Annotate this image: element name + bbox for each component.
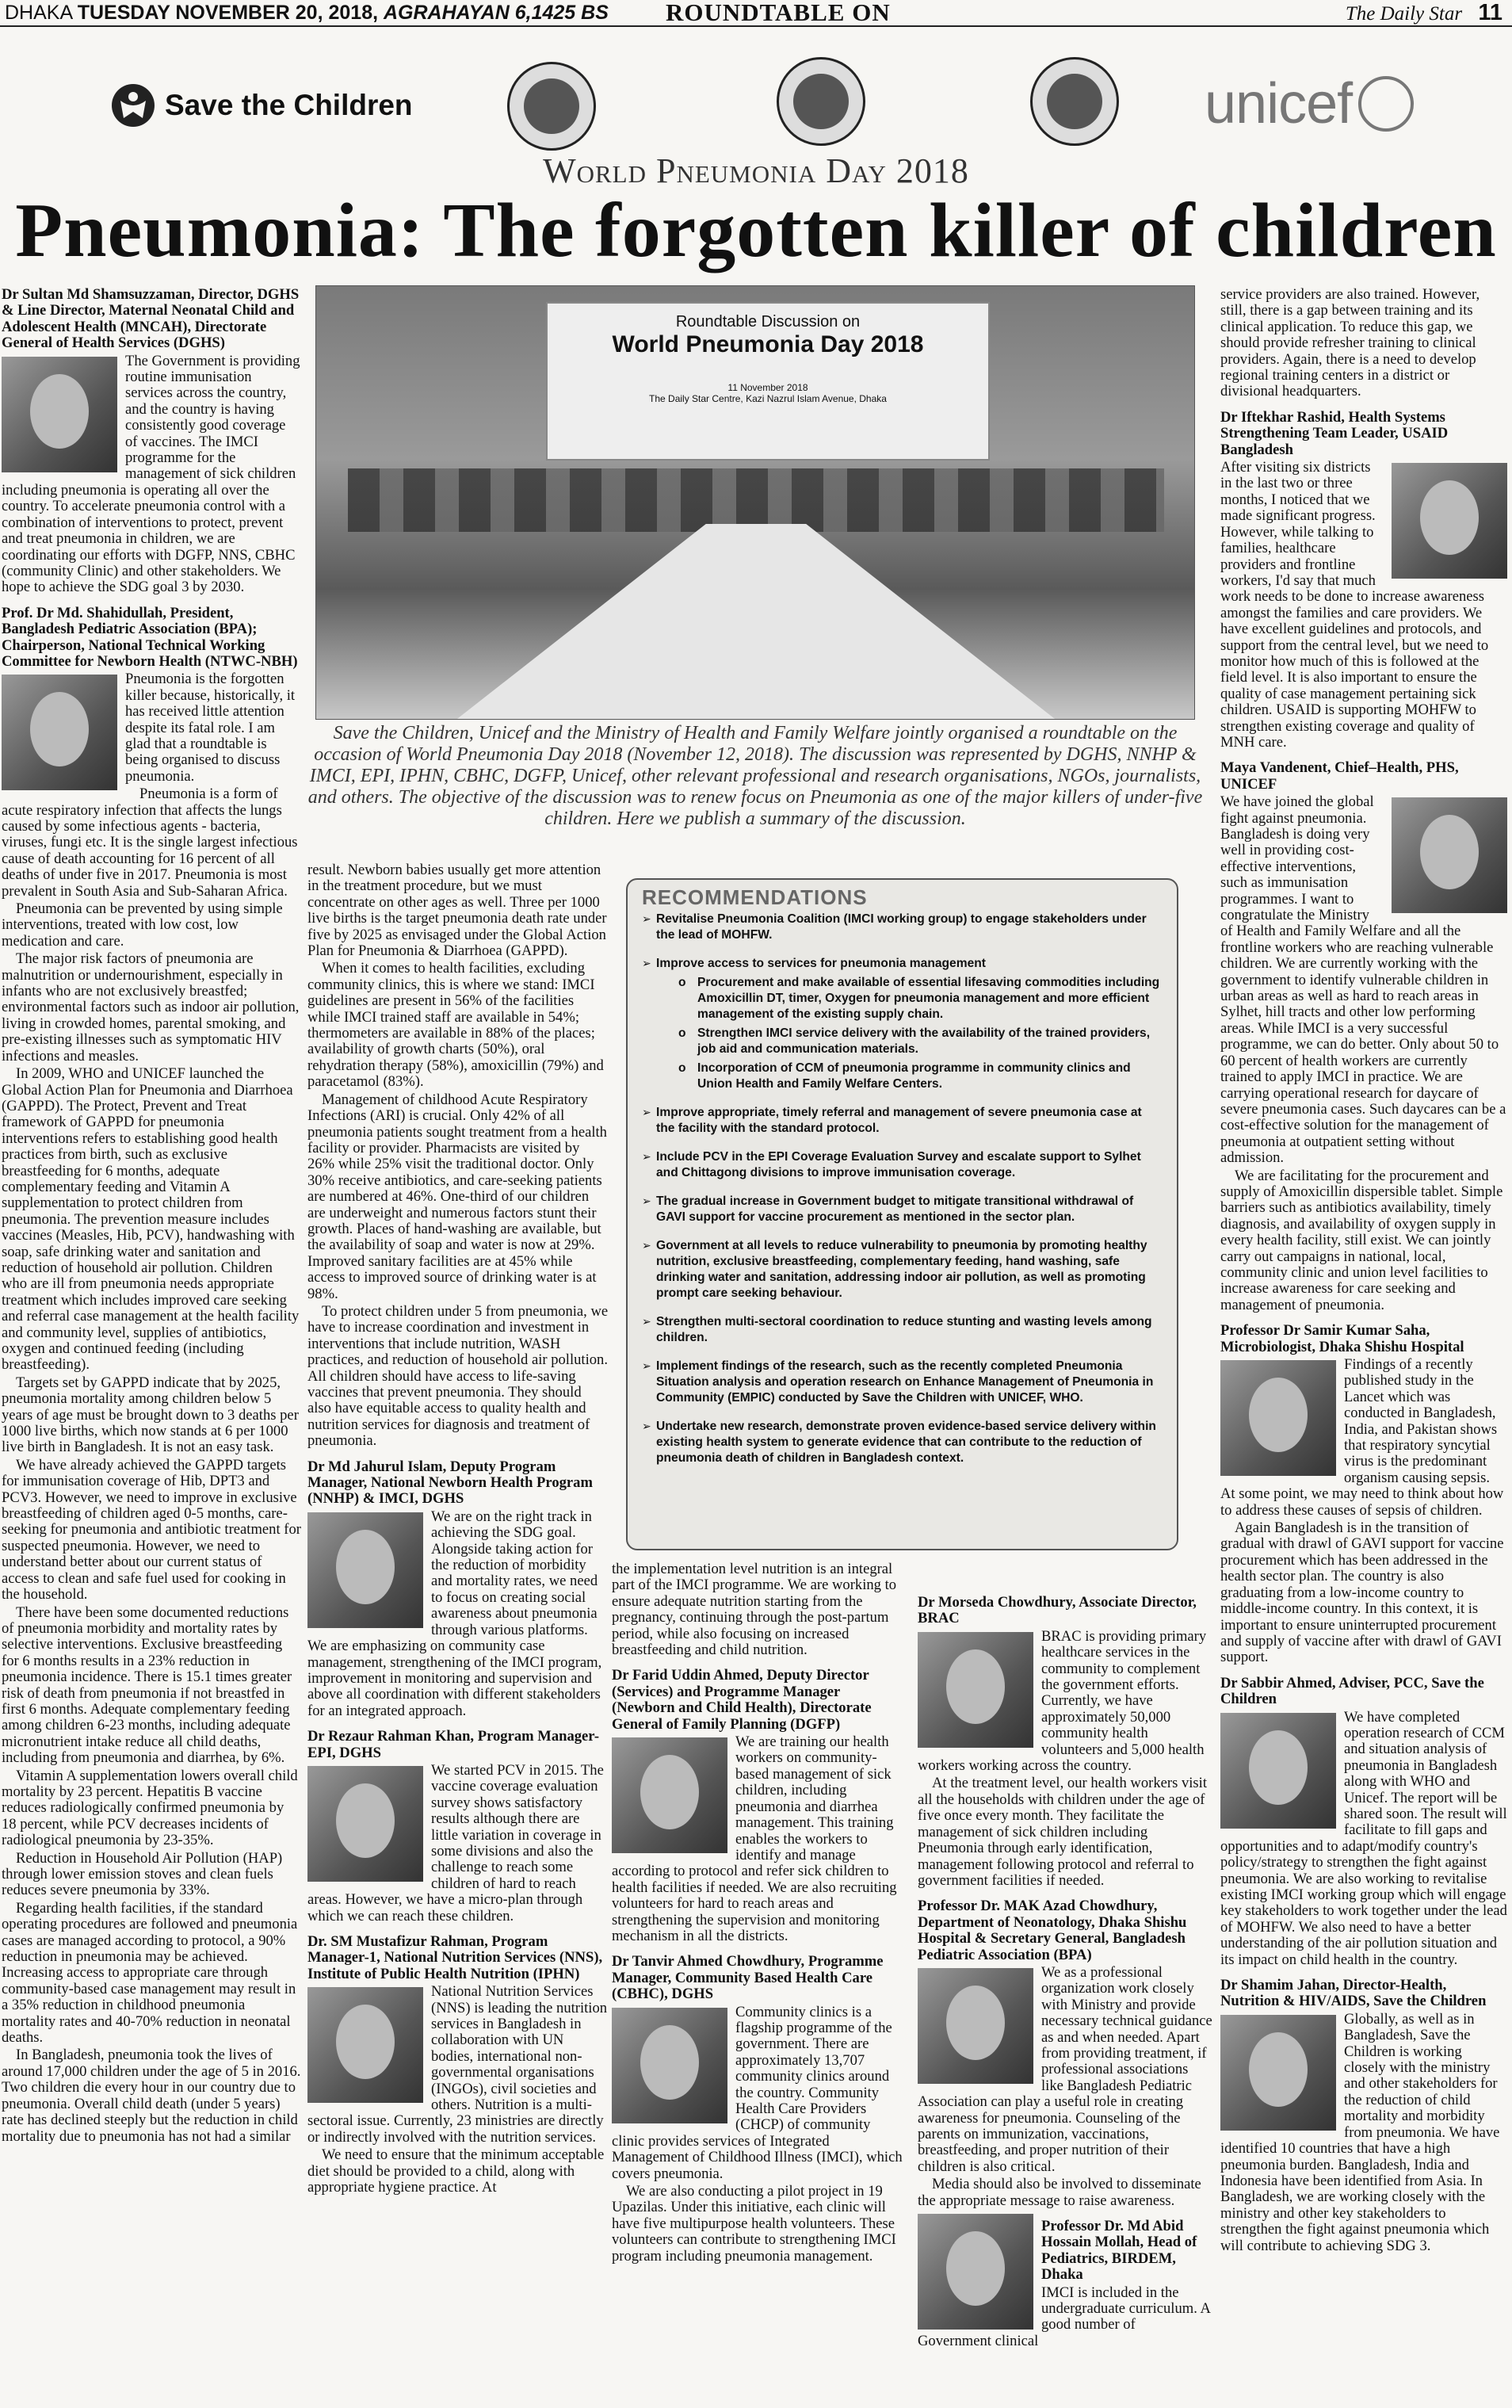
paragraph: We have completed operation research of CCM and situation analysis of pneumonia in Bangladesh along with WHO and Unicef. The report will be shared soon. The result will facilitate to fill gaps and opportunities and to adapt/modify country's policy/strategy to strengthen the fight against pneumonia. We are also working to revitalise existing IMCI working group which will engage key stakeholders to work together under the lead of MOHFW. We also need to have a better understanding of the air pollution situation and its impact on child health in the country. xyxy=(1220,1708,1507,1968)
portrait-photo xyxy=(1220,2015,1336,2131)
paragraph: the implementation level nutrition is an integral part of the IMCI programme. We are working to ensure adequate nutrition starting from the pregnancy, continuing through the post-partum period, while also focusing on increased breastfeeding and child nutrition. xyxy=(612,1561,897,1659)
recommendations-title: RECOMMENDATIONS xyxy=(642,885,868,909)
recommendation-item: ➢ The gradual increase in Government budget to mitigate transitional withdrawal of GAVI support for vaccine procurement as mentioned in the sector plan. xyxy=(642,1194,1163,1225)
paragraph: The major risk factors of pneumonia are malnutrition or undernourishment, especially in infants who are not exclusively breastfed; environmental factors such as indoor air pollution, living in crowded homes, parental smoking, and pre-existing illnesses such as symptomatic HIV infections and measles. xyxy=(2,950,300,1064)
headline: Pneumonia: The forgotten killer of children xyxy=(15,188,1497,273)
photo-caption: Save the Children, Unicef and the Ministry of Health and Family Welfare jointly organised a roundtable on the occasion of World Pneumonia Day 2018 (November 12, 2018). The discussion was represented by DGHS, NNHP & IMCI, EPI, IPHN, CBHC, DGFP, Unicef, other relevant professional and research organisations, NGOs, journalists, and others. The objective of the discussion was to renew focus on Pneumonia as one of the major killers of under-five children. Here we publish a summary of the discussion. xyxy=(307,723,1203,829)
paragraph: We have joined the global fight against pneumonia. Bangladesh is doing very well in providing cost-effective interventions, such as immunisation programmes. I want to congratulate the Ministry of Health and Family Welfare and all the frontline workers who are reaching vulnerable children. We are currently working with the government to identify vulnerable children in urban areas as well as hard to reach areas in Sylhet, hill tracts and other low performing areas. While IMCI is a very successful programme, we can do better. Only about 50 to 60 percent of health workers are currently trained to apply IMCI in practice. We are carrying operational research for daycare of severe pneumonia cases. Such daycares can be a cost-effective solution for the management of pneumonia at outpatient setting without admission. xyxy=(1220,793,1506,1167)
national-newborn-health-logo xyxy=(1030,57,1119,146)
recommendation-item xyxy=(642,956,1163,1092)
byline: Professor Dr. MAK Azad Chowdhury, Department of Neonatology, Dhaka Shishu Hospital & Secretary General, Bangladesh Pediatric Association (BPA) xyxy=(918,1898,1187,1963)
paragraph: IMCI is included in the undergraduate curriculum. A good number of Government clinical xyxy=(918,2284,1210,2349)
paragraph: Management of childhood Acute Respiratory Infections (ARI) is crucial. Only 42% of all pneumonia patients sought treatment from a health facility or provider. Pharmacists are visited by 26% while 25% visit the traditional doctor. Only 30% receive antibiotics, and care-seeking patients are numbered at 46%. One-third of our children are underweight and numerous factors stunt their growth. Places of hand-washing are available, but the availability of soap and water is now at 29%. Improved sanitary facilities are at 45% while access to improved source of drinking water is at 98%. xyxy=(307,1091,607,1302)
byline: Professor Dr Samir Kumar Saha, Microbiologist, Dhaka Shishu Hospital xyxy=(1220,1322,1464,1355)
byline: Dr Morseda Chowdhury, Associate Director, BRAC xyxy=(918,1594,1197,1627)
portrait-photo xyxy=(307,1512,423,1628)
recommendation-item: ➢ Strengthen multi-sectoral coordination to reduce stunting and wasting levels among children. xyxy=(642,1314,1163,1346)
paragraph: At the treatment level, our health workers visit all the households with children under the age of five once every month. They facilitate the management of sick children including Pneumonia through early identification, management following protocol and referral to government facilities if needed. xyxy=(918,1775,1207,1889)
portrait-photo xyxy=(1220,1360,1336,1476)
portrait-photo xyxy=(1392,463,1507,579)
paragraph: The Government is providing routine immunisation services across the country, and the country is having consistently good coverage of vaccines. The IMCI programme for the management of sick children including pneumonia is operating all over the country. To accelerate pneumonia control with a combination of interventions to protect, prevent and treat pneumonia in children, we are coordinating our efforts with DGFP, NNS, CBHC (community Clinic) and other stakeholders. We hope to achieve the SDG goal 3 by 2030. xyxy=(2,352,300,596)
recommendation-subitem: o Procurement and make available of essential lifesaving commodities including Amoxicillin DT, timer, Oxygen for pneumonia management and more efficient management of the existing supply chain. xyxy=(667,975,1163,1022)
paragraph: We have already achieved the GAPPD targets for immunisation coverage of Hib, DPT3 and PCV3. However, we need to improve in exclusive breastfeeding of children aged 0-5 months, care-seeking for pneumonia and antibiotic treatment for suspected pneumonia. However, we need to understand better about our current status of access to clean and safe fuel used for cooking in the household. xyxy=(2,1456,301,1603)
section-title: ROUNDTABLE ON xyxy=(666,0,891,26)
portrait-photo xyxy=(1392,797,1507,913)
byline: Dr. SM Mustafizur Rahman, Program Manager-1, National Nutrition Services (NNS), Institute of Public Health Nutrition (IPHN) xyxy=(307,1933,603,1982)
paragraph: We need to ensure that the minimum acceptable diet should be provided to a child, along with appropriate hygiene practice. At xyxy=(307,2146,605,2196)
column-4 xyxy=(918,1595,1212,2351)
roundtable-photo xyxy=(315,285,1195,720)
paragraph: Findings of a recently published study in the Lancet which was conducted in Bangladesh, India, and Pakistan shows that respiratory syncytial virus is the predominant organism causing sepsis. At some point, we may need to think about how to address these causes of sepsis of children. xyxy=(1220,1356,1504,1519)
paragraph: There have been some documented reductions of pneumonia morbidity and mortality rates by selective interventions. Exclusive breastfeeding for 6 months results in a 23% reduction in pneumonia incidence. There is 15.1 times greater risk of death from pneumonia if not breastfed in first 6 months. Adequate complementary feeding among children 6-23 months, including adequate micronutrient intake reduce all child deaths, including from pneumonia and diarrhea, by 6%. xyxy=(2,1603,292,1767)
recommendation-item: ➢ Implement findings of the research, such as the recently completed Pneumonia Situation analysis and operation research on Enhance Management of Pneumonia in Community (EMPIC) conducted by Save the Children with UNICEF, WHO. xyxy=(642,1359,1163,1406)
recommendations-box xyxy=(626,878,1178,1550)
dateline xyxy=(5,2,609,25)
recommendation-item: ➢ Improve appropriate, timely referral and management of severe pneumonia case at the facility with the standard protocol. xyxy=(642,1105,1163,1137)
byline: Dr Sultan Md Shamsuzzaman, Director, DGHS & Line Director, Maternal Neonatal Child and Adolescent Health (MNCAH), Directorate General of Health Services (DGHS) xyxy=(2,286,300,352)
byline: Prof. Dr Md. Shahidullah, President, Bangladesh Pediatric Association (BPA); Chairperson, National Technical Working Committee for Newborn Health (NTWC-NBH) xyxy=(2,604,298,670)
column-1 xyxy=(2,287,301,2146)
byline: Dr Iftekhar Rashid, Health Systems Strengthening Team Leader, USAID Bangladesh xyxy=(1220,408,1449,458)
column-5 xyxy=(1220,287,1507,2256)
government-seal-logo xyxy=(777,57,865,146)
banner-venue: The Daily Star Centre, Kazi Nazrul Islam Avenue, Dhaka xyxy=(649,393,887,404)
conference-table xyxy=(443,524,1069,720)
save-the-children-icon xyxy=(111,83,155,128)
kicker: World Pneumonia Day 2018 xyxy=(543,151,969,190)
byline: Dr Tanvir Ahmed Chowdhury, Programme Manager, Community Based Health Care (CBHC), DGHS xyxy=(612,1953,884,2003)
participants xyxy=(348,468,1164,532)
paragraph: Pneumonia is the forgotten killer because, historically, it has received little attention despite its fatal role. I am glad that a roundtable is being organised to discuss pneumonia. xyxy=(125,671,296,785)
paragraph: We started PCV in 2015. The vaccine coverage evaluation survey shows satisfactory results although there are little variation in coverage in some divisions and also the challenge to reach some children of hard to reach areas. However, we have a micro-plan through which we can reach these children. xyxy=(307,1761,604,1924)
unicef-logo xyxy=(1205,71,1414,136)
paragraph: Targets set by GAPPD indicate that by 2025, pneumonia mortality among children below 5 years of age must be brought down to 3 deaths per 1000 live births, which now stands at 6 per 1000 live birth in Bangladesh. It is not an easy task. xyxy=(2,1374,299,1456)
paragraph: Regarding health facilities, if the standard operating procedures are followed and pneumonia cases are managed according to protocol, a 90% reduction in pneumonia may be achieved. Increasing access to appropriate care through community-based case management may result in a 35% reduction in childhood pneumonia mortality rates and 40-70% reduction in neonatal deaths. xyxy=(2,1899,298,2047)
unicef-globe-icon xyxy=(1358,76,1414,132)
dateline-bangla-date: AGRAHAYAN 6,1425 BS xyxy=(384,2,609,24)
unicef-wordmark: unicef xyxy=(1205,72,1353,136)
portrait-photo xyxy=(918,1632,1033,1748)
portrait-photo xyxy=(307,1766,423,1882)
paragraph: National Nutrition Services (NNS) is leading the nutrition services in Bangladesh in collaboration with UN bodies, international non-governmental organisations (INGOs), civil societies and others. Nutrition is a multi-sectoral issue. Currently, 23 ministries are directly or indirectly involved with the nutrition services. xyxy=(307,1983,608,2146)
dateline-date: TUESDAY NOVEMBER 20, 2018, xyxy=(77,2,379,24)
paragraph: Community clinics is a flagship programme of the government. There are approximately 13,707 community clinics around the country. Community Health Care Providers (CHCP) of community clinic provides services of Integrated Management of Childhood Illness (IMCI), which covers pneumonia. xyxy=(612,2003,903,2182)
event-banner xyxy=(546,302,990,461)
paragraph: In Bangladesh, pneumonia took the lives of around 17,000 children under the age of 5 in 2016. Two children die every hour in our country due to pneumonia. Overall child death (under 5 years) rate has declined steeply but the reduction in child mortality due to pneumonia has not had a similar xyxy=(2,2047,301,2145)
recommendation-subitem: o Incorporation of CCM of pneumonia programme in community clinics and Union Health and Family Welfare Centers. xyxy=(667,1061,1163,1092)
paper-info xyxy=(1346,0,1502,26)
hpnsp-logo xyxy=(507,62,596,151)
paper-name: The Daily Star xyxy=(1345,3,1463,25)
paragraph: We as a professional organization work closely with Ministry and provide necessary technical guidance as and when needed. Apart from providing treatment, if professional associations like Bangladesh Pediatric Association can play a useful role in creating awareness for pneumonia. Counseling of the parents on immunization, vaccinations, breastfeeding, and proper nutrition of their children is also critical. xyxy=(918,1963,1212,2175)
byline: Professor Dr. Md Abid Hossain Mollah, Head of Pediatrics, BIRDEM, Dhaka xyxy=(1041,2218,1197,2284)
paragraph: Pneumonia can be prevented by using simple interventions, treated with low cost, low medication and care. xyxy=(2,900,283,950)
banner-line-1: Roundtable Discussion on xyxy=(675,313,861,331)
paragraph: We are facilitating for the procurement and supply of Amoxicillin dispersible tablet. Simple barriers such as antibiotics availability, timely diagnosis, and availability of oxygen supply in every health facility, still exist. We can jointly carry out campaigns in national, local, community clinic and union level facilities to increase awareness for care seeking and management of pneumonia. xyxy=(1220,1167,1503,1313)
byline: Dr Farid Uddin Ahmed, Deputy Director (Services) and Programme Manager (Newborn and Child Health), Directorate General of Family Planning (DGFP) xyxy=(612,1667,872,1733)
portrait-photo xyxy=(1220,1713,1336,1829)
recommendation-item: ➢ Undertake new research, demonstrate proven evidence-based service delivery within existing health system to generate evidence that can contribute to the reduction of pneumonia death of children in Bangladesh context. xyxy=(642,1419,1163,1466)
paragraph: Reduction in Household Air Pollution (HAP) through lower emission stoves and clean fuels reduces severe pneumonia by 33%. xyxy=(2,1849,283,1899)
paragraph: We are on the right track in achieving the SDG goal. Alongside taking action for the reduction of morbidity and mortality rates, we need to focus on creating social awareness about pneumonia through various platforms. We are emphasizing on community case management, strengthening of the IMCI program, improvement in monitoring and supervision and above all coordination with different stakeholders for an integrated approach. xyxy=(307,1508,602,1719)
paragraph: To protect children under 5 from pneumonia, we have to increase coordination and investment in interventions that include nutrition, WASH practices, and reduction of household air pollution. All children should have access to life-saving vaccines that prevent pneumonia. They should also have equitable access to quality health and nutrition services for diagnosis and treatment of pneumonia. xyxy=(307,1302,609,1450)
paragraph: We are training our health workers on community-based management of sick children, including pneumonia and diarrhea management. This training enables the workers to identify and manage according to protocol and refer sick children to health facilities if needed. We are also recruiting volunteers for hard to reach areas and strengthening the supervision and monitoring mechanism in all the districts. xyxy=(612,1733,897,1944)
paragraph: After visiting six districts in the last two or three months, I noticed that we made significant progress. However, while talking to families, healthcare providers and frontline workers, I'd say that much work needs to be done to increase awareness amongst the families and care providers. We have excellent guidelines and protocols, and support from the central level, but we need to monitor how much of this is followed at the field level. It is also important to ensure the quality of case management pertaining sick children. USAID is supporting MOHFW to strengthen existing coverage and quality of MNH care. xyxy=(1220,459,1489,751)
recommendation-text: ➢ Improve access to services for pneumonia management xyxy=(656,957,986,970)
paragraph: Vitamin A supplementation lowers overall child mortality by 23 percent. Hepatitis B vaccine reduces radiologically confirmed pneumonia by 18 percent, while PCV decreases incidents of radiological pneumonia by 23-35%. xyxy=(2,1767,298,1849)
page-number: 11 xyxy=(1478,0,1502,25)
paragraph: service providers are also trained. However, still, there is a gap between training and its clinical application. To reduce this gap, we should provide refresher training to clinical providers. Again, there is a need to develop regional training centers in a district or divisional headquarters. xyxy=(1220,286,1480,400)
paragraph: Again Bangladesh is in the transition of gradual with drawl of GAVI support for vaccine procurement which has been addressed in the health sector plan. The country is also graduating from a low-income country to middle-income country. In this context, it is important to ensure uninterrupted procurement and supply of vaccine after with drawl of GAVI support. xyxy=(1220,1519,1504,1666)
banner-date: 11 November 2018 xyxy=(727,382,808,393)
recommendation-item: ➢ Include PCV in the EPI Coverage Evaluation Survey and escalate support to Sylhet and Chittagong divisions to improve immunisation coverage. xyxy=(642,1149,1163,1181)
paragraph: We are also conducting a pilot project in 19 Upazilas. Under this initiative, each clinic will have five multipurpose health volunteers. These volunteers can contribute to strengthening IMCI program including pneumonia management. xyxy=(612,2183,896,2265)
portrait-photo xyxy=(612,2008,727,2123)
recommendation-subitem: o Strengthen IMCI service delivery with the availability of the trained providers, job aid and communication materials. xyxy=(667,1026,1163,1057)
sponsor-logos xyxy=(0,55,1512,151)
masthead xyxy=(0,0,1512,27)
byline: Dr Md Jahurul Islam, Deputy Program Manager, National Newborn Health Program (NNHP) & IMCI, DGHS xyxy=(307,1458,593,1508)
paragraph: BRAC is providing primary healthcare services in the community to complement the government efforts. Currently, we have approximately 50,000 community health volunteers and 5,000 health workers working across the country. xyxy=(918,1627,1207,1775)
byline: Dr Sabbir Ahmed, Adviser, PCC, Save the Children xyxy=(1220,1674,1484,1708)
portrait-photo xyxy=(307,1987,423,2103)
column-3 xyxy=(612,1561,907,2266)
portrait-photo xyxy=(612,1737,727,1853)
dateline-city: DHAKA xyxy=(5,2,72,24)
byline: Dr Shamim Jahan, Director-Health, Nutrition & HIV/AIDS, Save the Children xyxy=(1220,1977,1487,2010)
paragraph: In 2009, WHO and UNICEF launched the Global Action Plan for Pneumonia and Diarrhoea (GAPPD). The Protect, Prevent and Treat framework of GAPPD for pneumonia interventions refers to establishing good health practices from birth, such as exclusive breastfeeding for 6 months, adequate complementary feeding and Vitamin A supplementation to protect children from pneumonia. The prevention measure includes vaccines (Measles, Hib, PCV), handwashing with soap, safe drinking water and sanitation and reduction of household air pollution. Children who are ill from pneumonia needs appropriate treatment which includes improved care seeking and referral case management at the health facility and community level, supplies of antibiotics, oxygen and continued feeding (including breastfeeding). xyxy=(2,1065,300,1374)
paragraph: result. Newborn babies usually get more attention in the treatment procedure, but we must concentrate on other ages as well. Three per 1000 live births is the target pneumonia death rate under five by 2025 as envisaged under the Global Action Plan for Pneumonia & Diarrhoea (GAPPD). xyxy=(307,862,607,960)
banner-line-2: World Pneumonia Day 2018 xyxy=(612,331,924,357)
byline: Dr Rezaur Rahman Khan, Program Manager-EPI, DGHS xyxy=(307,1728,600,1761)
save-the-children-wordmark: Save the Children xyxy=(165,89,413,121)
portrait-photo xyxy=(918,2214,1033,2330)
byline: Maya Vandenent, Chief–Health, PHS, UNICEF xyxy=(1220,759,1459,793)
portrait-photo xyxy=(918,1968,1033,2084)
paragraph: Pneumonia is a form of acute respiratory infection that affects the lungs caused by some infectious agents - bacteria, viruses, fungi etc. It is the single largest infectious cause of death accounting for 16 percent of all deaths of under five in 2017. Pneumonia is most prevalent in South Asia and Sub-Saharan Africa. xyxy=(2,785,298,900)
recommendation-item: ➢ Revitalise Pneumonia Coalition (IMCI working group) to engage stakeholders under the lead of MOHFW. xyxy=(642,912,1163,943)
paragraph: When it comes to health facilities, excluding community clinics, this is where we stand: IMCI guidelines are present in 56% of the facilities while IMCI trained staff are available in 54%; thermometers are available in 88% of the places; availability of growth charts (50%), oral rehydration therapy (58%), amoxicillin (79%) and paracetamol (83%). xyxy=(307,960,604,1091)
save-the-children-logo xyxy=(111,83,413,128)
portrait-photo xyxy=(2,675,117,790)
paragraph: Media should also be involved to disseminate the appropriate message to raise awareness. xyxy=(918,2176,1201,2209)
recommendation-item: ➢ Government at all levels to reduce vulnerability to pneumonia by promoting healthy nutrition, exclusive breastfeeding, complementary feeding, hand washing, safe drinking water and sanitation, addressing indoor air pollution, as well as promoting prompt care seeking behaviour. xyxy=(642,1238,1163,1301)
column-2 xyxy=(307,862,609,2198)
paragraph: Globally, as well as in Bangladesh, Save the Children is working closely with the ministry and other stakeholders for the reduction of child mortality and morbidity from pneumonia. We have identified 10 countries that have a high pneumonia burden. Bangladesh, India and Indonesia have been identified from Asia. In Bangladesh, we are working closely with the ministry and other key stakeholders to strengthen the fight against pneumonia which will contribute to achieving SDG 3. xyxy=(1220,2010,1500,2254)
portrait-photo xyxy=(2,357,117,472)
